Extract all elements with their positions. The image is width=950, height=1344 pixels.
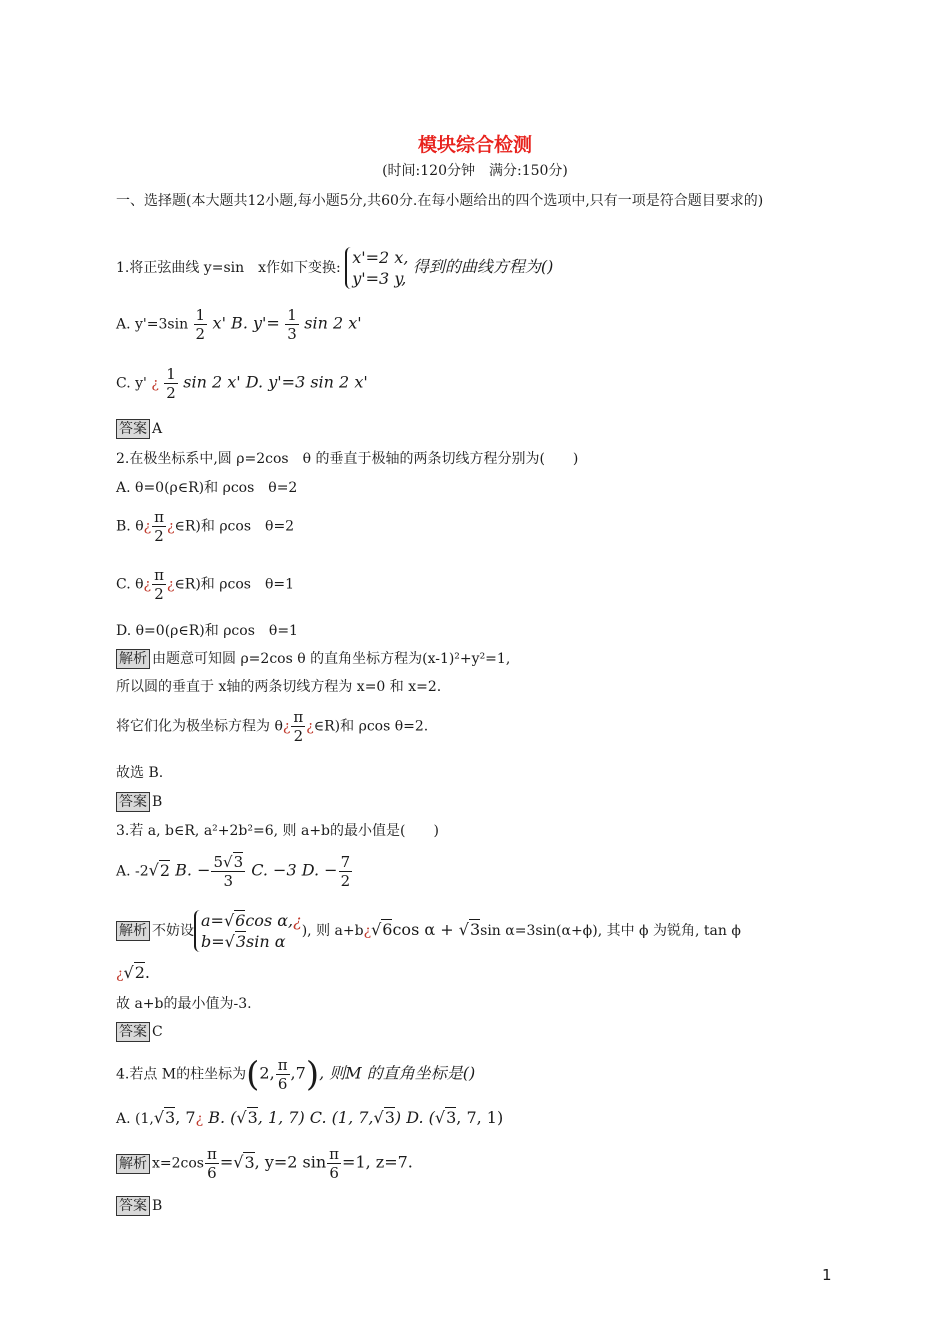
q4-opt-a-sqrt: √3: [153, 1108, 176, 1127]
fraction-denominator: 2: [154, 527, 164, 545]
q1-answer: [116, 419, 162, 439]
fraction-numerator: π: [207, 1145, 217, 1163]
q3-analysis-post: sin α=3sin(α+ϕ), 其中 ϕ 为锐角, tan ϕ: [480, 923, 741, 939]
q2-opt-c-post: ∈R)和 ρcos θ=1: [174, 576, 295, 593]
numerator-coefficient: 5: [213, 853, 224, 871]
q4-answer-value: B: [152, 1198, 163, 1214]
page-title: 模块综合检测: [417, 134, 532, 156]
q1-sys-line2: y'=3 y,: [352, 269, 407, 288]
q1-opt-a-pre: A. y'=3sin: [116, 316, 189, 333]
fraction-denominator: 2: [166, 384, 176, 402]
sqrt-radicand: 3: [165, 1108, 176, 1127]
q2-analysis3-glyph1: ¿: [282, 718, 291, 735]
q2-stem: 2.在极坐标系中,圆 ρ=2cos θ 的垂直于极轴的两条切线方程分别为( ): [116, 451, 579, 467]
q4-opt-c-sqrt: √3: [373, 1108, 395, 1127]
q2-conclusion: 故选 B.: [116, 765, 164, 781]
q3-analysis-system: [194, 910, 302, 952]
sqrt-radicand: 3: [244, 1152, 255, 1172]
q2-opt-b-glyph1: ¿: [143, 518, 152, 535]
q2-opt-c-glyph1: ¿: [143, 576, 152, 593]
q2-analysis-text1: 由题意可知圆 ρ=2cos θ 的直角坐标方程为(x-1)²+y²=1,: [152, 651, 511, 667]
q1-stem-pre: 1.将正弦曲线 y=sin x作如下变换:: [116, 260, 341, 276]
q1-options-cd: [116, 365, 368, 402]
q3-sys-line2: b=√3sin α: [201, 932, 286, 951]
q4-coord-fraction: [276, 1056, 290, 1093]
q3-analysis-line2: [116, 963, 150, 984]
sqrt-radicand: 2: [159, 860, 171, 880]
answer-tag: 答案: [116, 1196, 150, 1216]
q3-analysis-sqrt3: √3: [458, 920, 481, 939]
q1-opt-b-fraction: [285, 306, 299, 343]
q2-opt-c-pre: C. θ: [116, 576, 144, 593]
section-heading: 一、选择题(本大题共12小题,每小题5分,共60分.在每小题给出的四个选项中,只有一项是符合题目要求的): [116, 193, 764, 209]
left-paren: (: [246, 1054, 260, 1095]
fraction-numerator: π: [277, 1056, 288, 1074]
q1-answer-value: A: [152, 421, 163, 437]
q3-opt-b-pre: B. −: [170, 860, 211, 880]
q2-option-b: [116, 508, 294, 545]
answer-tag: 答案: [116, 792, 150, 812]
q4-opt-bc: , 1, 7) C. (1, 7,: [257, 1108, 374, 1127]
q1-opt-c-fraction: [164, 365, 178, 402]
q2-analysis-line3: [116, 708, 428, 745]
q4-analysis-pre: x=2cos: [152, 1155, 204, 1172]
q4-stem-post: , 则M 的直角坐标是(): [319, 1063, 476, 1083]
q3-analysis-cos: cos α +: [392, 920, 459, 939]
sqrt-radicand: 6: [235, 911, 246, 930]
analysis-tag: 解析: [116, 1154, 150, 1174]
q3-stem: 3.若 a, b∈R, a²+2b²=6, 则 a+b的最小值是( ): [116, 823, 439, 839]
q3-conclusion: 故 a+b的最小值为-3.: [116, 996, 252, 1012]
sqrt-radicand: 3: [469, 920, 481, 939]
fraction-denominator: 6: [277, 1075, 288, 1093]
q4-opt-d-sqrt: √3: [434, 1108, 457, 1127]
q1-opt-b-post: sin 2 x': [304, 313, 362, 333]
q3-opt-a-sqrt: √2: [148, 860, 171, 880]
fraction-denominator: 3: [287, 325, 297, 343]
q3-opt-d-fraction: [339, 853, 353, 890]
fraction-numerator: 1: [195, 306, 206, 324]
fraction-numerator: π: [293, 708, 304, 726]
q3-analysis-mid: ), 则 a+b: [301, 923, 364, 939]
fraction-denominator: 2: [340, 872, 351, 890]
q4-opt-a-glyph: ¿: [195, 1111, 204, 1127]
q2-analysis3-fraction: [291, 708, 305, 745]
fraction-numerator: π: [329, 1145, 340, 1163]
q4-stem-pre: 4.若点 M的柱坐标为: [116, 1066, 247, 1083]
q4-opt-b-sqrt: √3: [236, 1108, 258, 1127]
q2-analysis3-pre: 将它们化为极坐标方程为 θ: [116, 718, 283, 735]
q2-answer: [116, 792, 162, 812]
q3-line2-sqrt: √2: [123, 963, 145, 982]
answer-tag: 答案: [116, 419, 150, 439]
q2-opt-b-post: ∈R)和 ρcos θ=2: [174, 518, 295, 535]
q3-line2-glyph: ¿: [116, 966, 124, 982]
sqrt-radicand: 3: [384, 1108, 395, 1127]
q4-opt-b-pre: B. (: [203, 1108, 237, 1127]
q3-opt-b-fraction: [211, 853, 245, 890]
q4-analysis-post: =1, z=7.: [342, 1152, 413, 1172]
q1-opt-a-fraction: [194, 306, 208, 343]
sqrt-radicand: 2: [134, 963, 145, 982]
q3-sys-glyph: ¿: [293, 911, 302, 930]
q2-opt-c-fraction: [152, 566, 166, 603]
q4-answer: [116, 1196, 162, 1216]
q3-analysis-line1: [116, 910, 741, 952]
q3-answer-value: C: [152, 1024, 163, 1040]
q4-stem: [116, 1056, 475, 1093]
analysis-tag: 解析: [116, 649, 150, 669]
q4-coord-post: ,7: [290, 1063, 306, 1083]
sqrt-radicand: 3: [446, 1108, 457, 1127]
fraction-numerator: 1: [287, 306, 297, 324]
q1-stem: [116, 247, 553, 289]
q3-answer: [116, 1022, 163, 1042]
sqrt-radicand: 6: [382, 920, 393, 939]
fraction-denominator: 2: [154, 585, 164, 603]
sys-lhs: b=: [201, 932, 225, 951]
sys-rhs: cos α,: [245, 911, 294, 930]
q3-line2-post: .: [144, 963, 150, 982]
q2-option-c: [116, 566, 294, 603]
q1-opt-c-pre: C. y': [116, 375, 147, 392]
sqrt-radicand: 3: [235, 932, 247, 951]
fraction-denominator: 6: [329, 1164, 339, 1182]
sqrt-radicand: 3: [247, 1108, 258, 1127]
q3-options: [116, 853, 353, 890]
q3-sys-line1: a=√6cos α,¿: [201, 911, 302, 930]
q4-analysis-mid: , y=2 sin: [254, 1152, 327, 1172]
sys-lhs: a=: [201, 911, 224, 930]
q4-coord-pre: 2,: [259, 1063, 275, 1083]
answer-tag: 答案: [116, 1022, 150, 1042]
q3-opt-cd: C. −3 D. −: [246, 860, 338, 880]
sqrt-radicand: 3: [233, 853, 244, 871]
exam-subtitle: (时间:120分钟 满分:150分): [382, 163, 568, 179]
q2-opt-b-pre: B. θ: [116, 518, 144, 535]
q2-answer-value: B: [152, 794, 163, 810]
q3-analysis-glyph: ¿: [363, 923, 372, 939]
q2-option-d: D. θ=0(ρ∈R)和 ρcos θ=1: [116, 623, 298, 639]
q1-options-ab: [116, 306, 362, 343]
fraction-numerator: 1: [166, 365, 176, 383]
q1-opt-cd-post: sin 2 x' D. y'=3 sin 2 x': [183, 372, 368, 392]
q4-analysis-fraction1: [205, 1145, 219, 1182]
fraction-denominator: 2: [195, 325, 206, 343]
q1-sys-line1: x'=2 x,: [352, 248, 409, 267]
q4-options: [116, 1108, 503, 1129]
q4-opt-cd: ) D. (: [394, 1108, 435, 1127]
q2-analysis-line1: [116, 649, 510, 669]
q4-analysis-fraction2: [327, 1145, 341, 1182]
fraction-numerator: 5√3: [213, 853, 244, 871]
q4-opt-a-post: , 7: [175, 1108, 196, 1127]
q2-analysis3-glyph2: ¿: [306, 718, 314, 735]
fraction-denominator: 3: [223, 872, 234, 890]
q4-analysis-eq: =: [219, 1152, 234, 1172]
fraction-denominator: 2: [293, 727, 304, 745]
q2-option-a: A. θ=0(ρ∈R)和 ρcos θ=2: [116, 480, 298, 496]
fraction-numerator: 7: [340, 853, 351, 871]
sys-rhs: sin α: [246, 932, 286, 951]
analysis-tag: 解析: [116, 921, 150, 941]
fraction-denominator: 6: [207, 1164, 217, 1182]
q4-opt-a-pre: A. (1,: [116, 1111, 154, 1127]
fraction-numerator: π: [154, 566, 164, 584]
q4-analysis-sqrt: √3: [233, 1152, 255, 1172]
q2-opt-c-glyph2: ¿: [166, 576, 175, 593]
q1-opt-c-glyph: ¿: [151, 375, 159, 392]
q3-opt-a-pre: A. -2: [116, 863, 149, 880]
q2-opt-b-glyph2: ¿: [167, 518, 175, 535]
q2-analysis-line2: 所以圆的垂直于 x轴的两条切线方程为 x=0 和 x=2.: [116, 679, 442, 695]
page-number: 1: [822, 1266, 832, 1284]
q4-analysis: [116, 1145, 413, 1182]
q2-opt-b-fraction: [152, 508, 166, 545]
q3-analysis-sqrt6: √6: [371, 920, 393, 939]
q2-analysis3-post: ∈R)和 ρcos θ=2.: [313, 718, 429, 735]
q1-opt-ab-mid: x' B. y'=: [212, 313, 280, 333]
fraction-numerator: π: [154, 508, 164, 526]
q1-stem-post: 得到的曲线方程为(): [412, 257, 554, 276]
q4-opt-d-post: , 7, 1): [456, 1108, 504, 1127]
q3-analysis-pre: 不妨设: [152, 923, 194, 939]
right-paren: ): [305, 1054, 320, 1095]
q1-transform-system: [345, 247, 408, 289]
